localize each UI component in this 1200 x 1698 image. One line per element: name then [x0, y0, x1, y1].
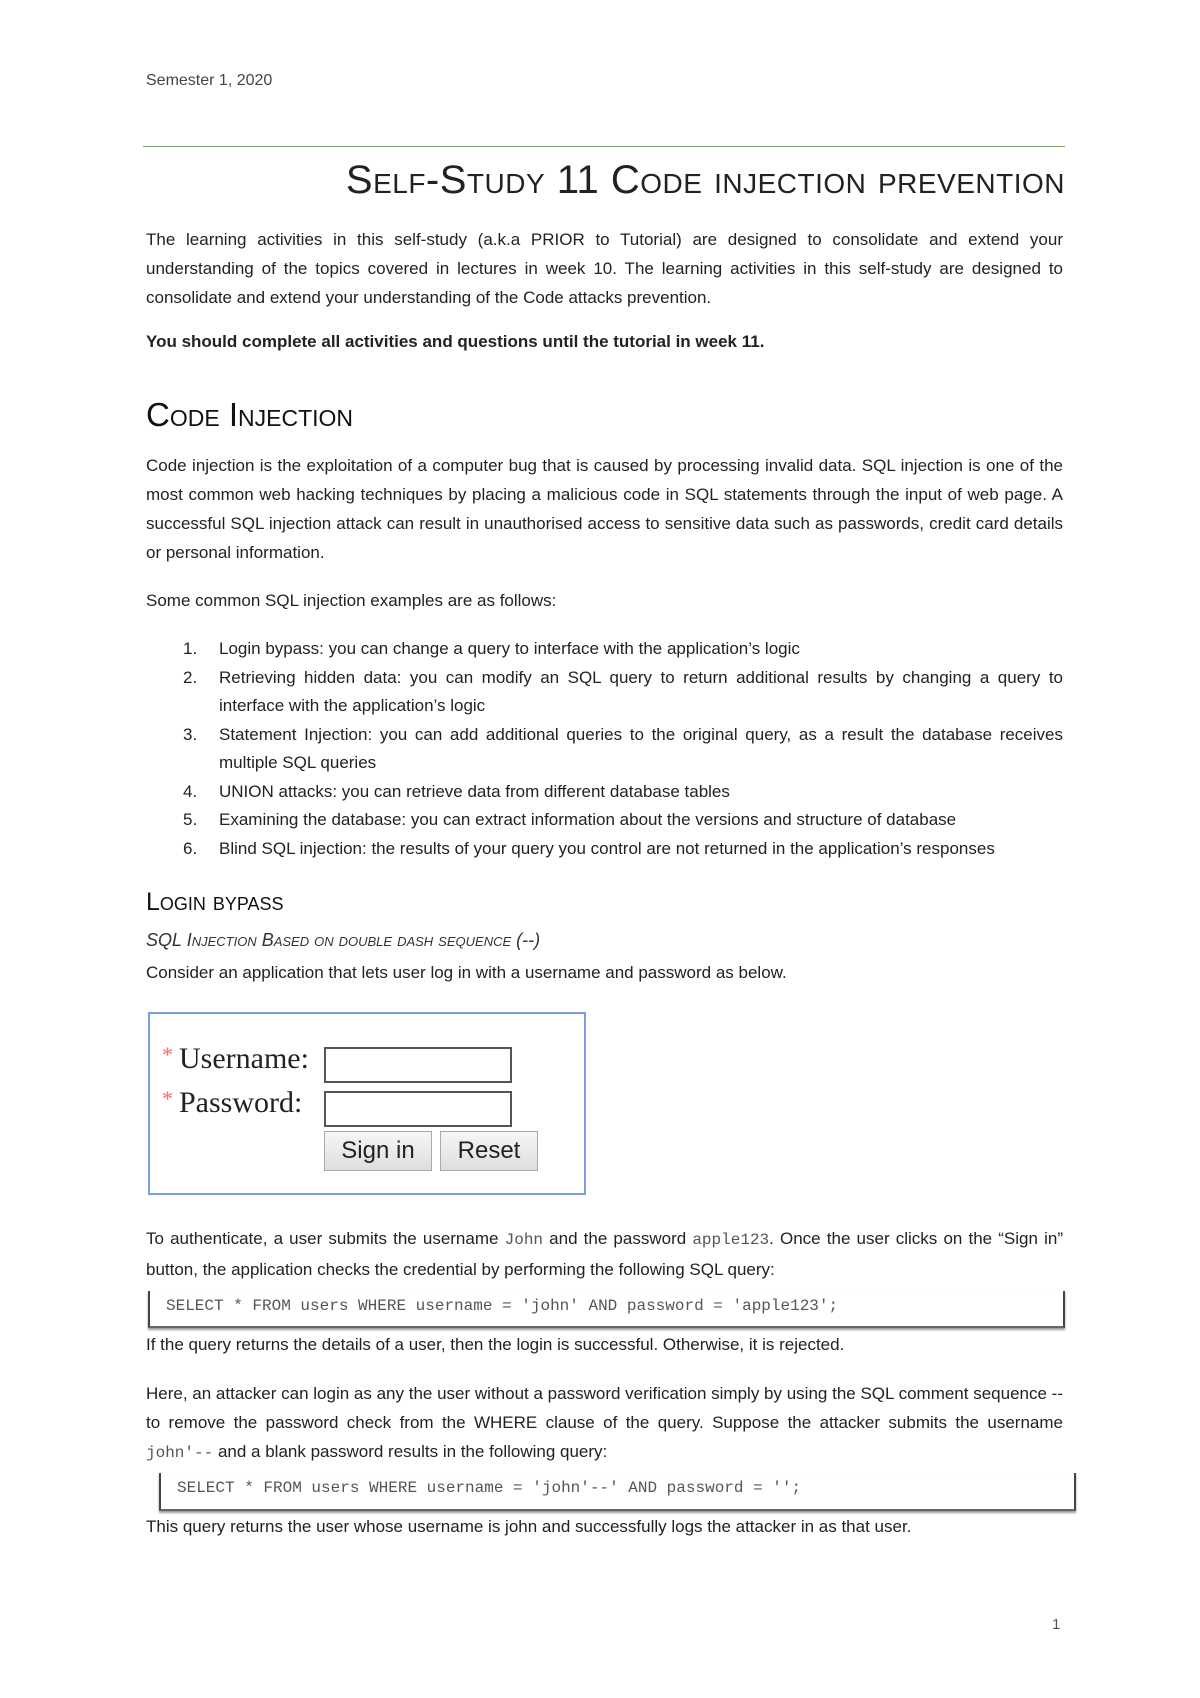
list-item — [146, 835, 1063, 864]
examples-list — [146, 635, 1063, 863]
attack-paragraph — [146, 1379, 1063, 1468]
list-text: Login bypass: you can change a query to interface with the application’s logic — [219, 639, 800, 658]
inline-code-username: John — [504, 1231, 544, 1249]
login-form-figure — [148, 1012, 586, 1195]
text: To authenticate, a user submits the username — [146, 1229, 505, 1248]
page-header: Semester 1, 2020 — [146, 72, 273, 89]
text: and a blank password results in the following query: — [213, 1442, 608, 1461]
list-text: Retrieving hidden data: you can modify an SQL query to return additional results by changing a query to interface with the application’s logic — [219, 667, 1063, 715]
login-intro: Consider an application that lets user log in with a username and password as below. — [146, 963, 787, 982]
text: . Once the user clicks on the “Sign in” button, the application checks the credential by performing the following SQL query: — [146, 1229, 1063, 1279]
text: Here, an attacker can login as any the user without a password verification simply by using the SQL comment sequence -- to remove the password check from the WHERE clause of the query. Suppose the attacker submits the username — [146, 1384, 1063, 1432]
username-label — [162, 1042, 309, 1076]
intro-bold-note: You should complete all activities and questions until the tutorial in week 11. — [146, 332, 765, 351]
required-mark: * — [162, 1042, 173, 1067]
list-text: UNION attacks: you can retrieve data from different database tables — [219, 781, 730, 801]
list-item — [146, 721, 1063, 778]
password-label-text: Password: — [179, 1086, 303, 1119]
list-item — [146, 806, 1063, 835]
examples-intro: Some common SQL injection examples are as follows: — [146, 591, 557, 610]
list-number: 6. — [183, 838, 198, 858]
query-result-text: If the query returns the details of a user, then the login is successful. Otherwise, it is rejected. — [146, 1335, 845, 1354]
username-label-text: Username: — [179, 1042, 309, 1075]
auth-paragraph — [146, 1224, 1063, 1284]
list-text: Blind SQL injection: the results of your query you control are not returned in the application’s responses — [219, 838, 995, 858]
list-number: 3. — [183, 724, 198, 744]
sql-query-injected: SELECT * FROM users WHERE username = 'john'--' AND password = ''; — [159, 1473, 1076, 1511]
sign-in-button[interactable]: Sign in — [324, 1131, 432, 1171]
code-injection-paragraph: Code injection is the exploitation of a computer bug that is caused by processing invalid data. SQL injection is one of the most common web hacking techniques by placing a malicious code in SQL statements through the input of web page. A successful SQL injection attack can result in unauthorised access to sensitive data such as passwords, credit card details or personal information. — [146, 456, 1063, 562]
section-heading-login-bypass: Login bypass — [146, 888, 284, 916]
subheading-double-dash: SQL Injection Based on double dash sequence (--) — [146, 930, 541, 950]
list-item — [146, 664, 1063, 721]
reset-button[interactable]: Reset — [440, 1131, 538, 1171]
list-number: 5. — [183, 810, 198, 829]
username-input[interactable] — [324, 1047, 512, 1083]
list-text: Statement Injection: you can add additional queries to the original query, as a result the database receives multiple SQL queries — [219, 724, 1063, 772]
header-divider — [143, 146, 1065, 147]
page-number: 1 — [1052, 1616, 1061, 1633]
list-item — [146, 778, 1063, 807]
password-label — [162, 1086, 302, 1120]
list-number: 1. — [183, 639, 198, 658]
required-mark: * — [162, 1086, 173, 1111]
injected-result-text: This query returns the user whose username is john and successfully logs the attacker in as that user. — [146, 1517, 912, 1536]
list-number: 2. — [183, 667, 198, 687]
sql-query-normal: SELECT * FROM users WHERE username = 'john' AND password = 'apple123'; — [148, 1291, 1065, 1328]
text: and the password — [543, 1229, 693, 1248]
intro-paragraph: The learning activities in this self-study (a.k.a PRIOR to Tutorial) are designed to consolidate and extend your understanding of the topics covered in lectures in week 10. The learning activities in this self-study are designed to consolidate and extend your understanding of the Code attacks prevention. — [146, 230, 1063, 307]
list-item — [146, 635, 1063, 664]
inline-code-attack-username: john'-- — [146, 1444, 214, 1462]
list-number: 4. — [183, 781, 198, 801]
inline-code-password: apple123 — [692, 1231, 770, 1249]
list-text: Examining the database: you can extract information about the versions and structure of database — [219, 810, 957, 829]
password-input[interactable] — [324, 1091, 512, 1127]
page-title: Self-Study 11 Code injection prevention — [345, 158, 1065, 202]
section-heading-code-injection: Code Injection — [146, 396, 354, 433]
